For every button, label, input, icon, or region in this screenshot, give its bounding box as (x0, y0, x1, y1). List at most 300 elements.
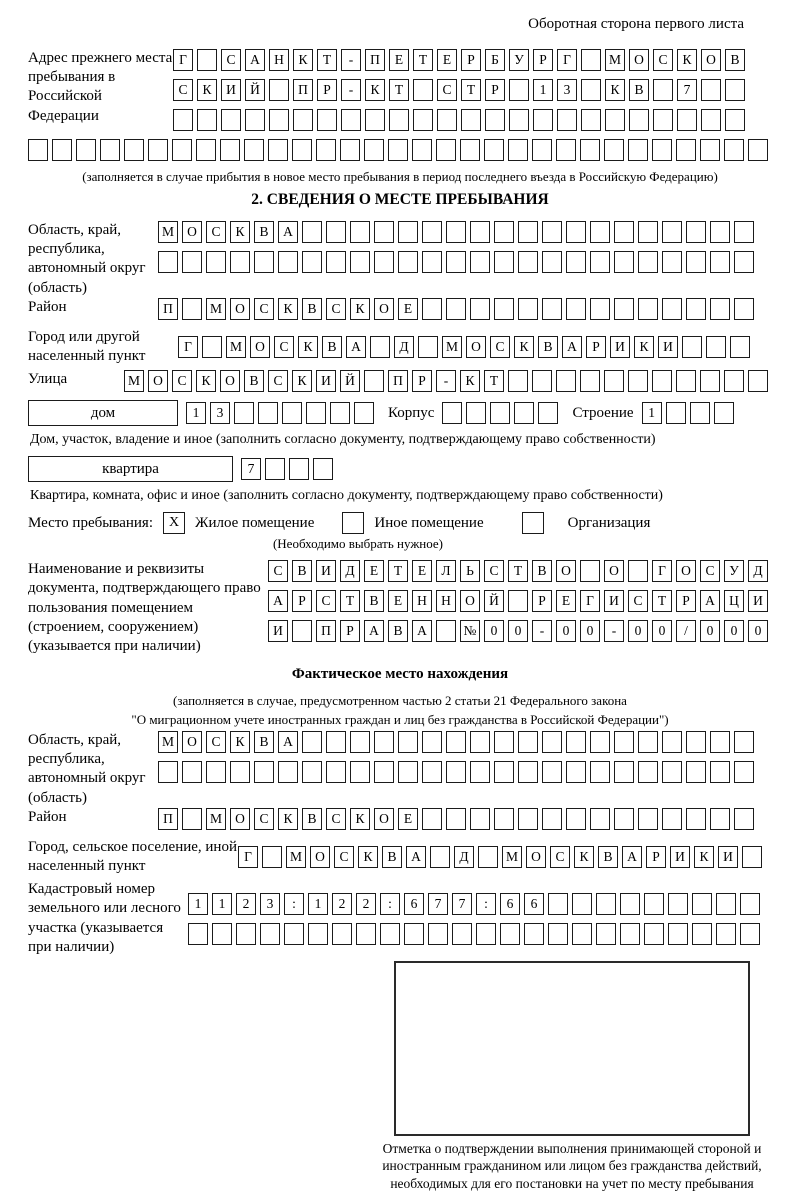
grid-cell (725, 109, 745, 131)
grid-cell: 2 (356, 893, 376, 915)
grid-cell (446, 221, 466, 243)
grid-cell (182, 808, 202, 830)
grid-doc-row3 (268, 620, 768, 642)
grid-cell (398, 251, 418, 273)
grid-cell (461, 109, 481, 131)
grid-cell (422, 761, 442, 783)
grid-cell: И (718, 846, 738, 868)
grid-cell: А (364, 620, 384, 642)
grid-cell (614, 761, 634, 783)
grid-cell (700, 139, 720, 161)
grid-cell (446, 251, 466, 273)
grid-raion-1 (158, 298, 754, 320)
grid-cell (740, 893, 760, 915)
grid-cell: О (466, 336, 486, 358)
grid-ulitsa (124, 370, 768, 392)
grid-cell: В (598, 846, 618, 868)
grid-cell (676, 370, 696, 392)
grid-cell (518, 731, 538, 753)
grid-cell (356, 923, 376, 945)
grid-gorod-2 (238, 846, 762, 868)
grid-cell (389, 109, 409, 131)
grid-cell (548, 893, 568, 915)
grid-cell (620, 893, 640, 915)
grid-cell (413, 79, 433, 101)
grid-cell (470, 298, 490, 320)
grid-cell: А (406, 846, 426, 868)
grid-cell: Д (340, 560, 360, 582)
grid-cell (734, 298, 754, 320)
grid-cell (668, 893, 688, 915)
grid-cell: Б (485, 49, 505, 71)
grid-cell: С (490, 336, 510, 358)
grid-cell: В (302, 808, 322, 830)
grid-cell: К (293, 49, 313, 71)
grid-cell (374, 761, 394, 783)
grid-cell: О (460, 590, 480, 612)
field-kadastr (28, 880, 772, 957)
grid-cell: 6 (500, 893, 520, 915)
grid-cell (677, 109, 697, 131)
grid-cell (742, 846, 762, 868)
grid-cell: Д (394, 336, 414, 358)
grid-cell (446, 808, 466, 830)
grid-prev-address-row3 (173, 109, 745, 131)
grid-cell (710, 731, 730, 753)
grid-cell (302, 761, 322, 783)
grid-cell: И (658, 336, 678, 358)
grid-cell: К (365, 79, 385, 101)
grid-cell (652, 370, 672, 392)
section2-title: 2. СВЕДЕНИЯ О МЕСТЕ ПРЕБЫВАНИЯ (251, 191, 549, 208)
grid-cell: М (442, 336, 462, 358)
grid-cell (374, 251, 394, 273)
grid-cell (446, 298, 466, 320)
grid-cell: А (278, 731, 298, 753)
grid-oblast-1-row1 (158, 221, 754, 243)
grid-cell: С (172, 370, 192, 392)
grid-cell: - (604, 620, 624, 642)
grid-cell (580, 139, 600, 161)
grid-cell: А (346, 336, 366, 358)
grid-cell (124, 139, 144, 161)
grid-kadastr-row1 (188, 893, 760, 915)
grid-cell (604, 370, 624, 392)
grid-cell: В (254, 221, 274, 243)
grid-cell: С (653, 49, 673, 71)
grid-cell (430, 846, 450, 868)
grid-cell (644, 923, 664, 945)
grid-cell (666, 402, 686, 424)
grid-cell (734, 251, 754, 273)
grid-cell (370, 336, 390, 358)
grid-cell (620, 923, 640, 945)
grid-cell (485, 109, 505, 131)
grid-cell (653, 79, 673, 101)
grid-cell: А (622, 846, 642, 868)
grid-cell (748, 139, 768, 161)
grid-cell (590, 761, 610, 783)
grid-cell (76, 139, 96, 161)
grid-cell: С (326, 808, 346, 830)
field-oblast-1 (28, 221, 772, 298)
grid-cell (52, 139, 72, 161)
grid-cell: К (574, 846, 594, 868)
grid-cell (245, 109, 265, 131)
kvartira-box: квартира (28, 456, 233, 482)
grid-stroenie (642, 402, 734, 424)
grid-cell: 7 (677, 79, 697, 101)
grid-cell: - (341, 79, 361, 101)
grid-cell (524, 923, 544, 945)
grid-cell (638, 808, 658, 830)
grid-cell: 1 (642, 402, 662, 424)
grid-cell: С (254, 298, 274, 320)
grid-cell (740, 923, 760, 945)
grid-cell: К (634, 336, 654, 358)
grid-cell: 7 (428, 893, 448, 915)
grid-cell (380, 923, 400, 945)
grid-cell: П (293, 79, 313, 101)
grid-cell (734, 221, 754, 243)
grid-cell (230, 761, 250, 783)
grid-oblast-2-row2 (158, 761, 754, 783)
grid-cell: С (274, 336, 294, 358)
grid-oblast-1-row2 (158, 251, 754, 273)
grid-cell (413, 109, 433, 131)
mesto-prebyvaniya-row (28, 512, 772, 534)
grid-cell: К (278, 808, 298, 830)
grid-cell: 6 (524, 893, 544, 915)
grid-cell: В (292, 560, 312, 582)
grid-cell (278, 251, 298, 273)
label-korpus: Корпус (388, 404, 435, 421)
grid-cell (686, 808, 706, 830)
grid-cell (306, 402, 326, 424)
grid-cell: С (437, 79, 457, 101)
grid-cell (100, 139, 120, 161)
grid-cell (542, 808, 562, 830)
prev-address-grids (173, 49, 745, 139)
grid-cell (690, 402, 710, 424)
grid-cell (701, 109, 721, 131)
doc-grids (268, 560, 768, 650)
grid-cell (724, 370, 744, 392)
grid-cell (509, 109, 529, 131)
grid-cell (302, 251, 322, 273)
grid-cell (508, 370, 528, 392)
grid-cell (350, 731, 370, 753)
oblast-1-grids (158, 221, 754, 281)
grid-cell (197, 109, 217, 131)
prev-address-note: (заполняется в случае прибытия в новое место пребывания в период последнего въезда в Российскую Федерацию) (82, 169, 718, 184)
grid-cell (28, 139, 48, 161)
grid-cell (494, 731, 514, 753)
grid-cell (158, 761, 178, 783)
grid-cell: В (244, 370, 264, 392)
grid-cell: И (748, 590, 768, 612)
grid-cell (542, 731, 562, 753)
grid-cell (278, 761, 298, 783)
grid-cell (557, 109, 577, 131)
grid-cell (508, 139, 528, 161)
grid-cell (644, 893, 664, 915)
label-inoe: Иное помещение (374, 514, 484, 531)
grid-cell (614, 808, 634, 830)
grid-cell (196, 139, 216, 161)
label-kadastr: Кадастровый номер земельного или лесного участка (указывается при наличии) (28, 881, 181, 955)
grid-cell (566, 808, 586, 830)
grid-cell: 1 (212, 893, 232, 915)
grid-cell (308, 923, 328, 945)
grid-cell: С (316, 590, 336, 612)
grid-cell: 1 (533, 79, 553, 101)
grid-cell (590, 251, 610, 273)
grid-cell: Р (317, 79, 337, 101)
kvartira-note: Квартира, комната, офис и иное (заполнить согласно документу, подтверждающему право собственности) (30, 488, 663, 504)
grid-cell: Р (676, 590, 696, 612)
grid-cell (422, 808, 442, 830)
grid-cell (244, 139, 264, 161)
grid-cell: О (629, 49, 649, 71)
grid-cell: - (341, 49, 361, 71)
grid-cell: С (173, 79, 193, 101)
grid-cell: Н (412, 590, 432, 612)
grid-cell: К (677, 49, 697, 71)
grid-cell (692, 923, 712, 945)
grid-cell (686, 298, 706, 320)
field-raion-2 (28, 808, 772, 838)
grid-cell: В (725, 49, 745, 71)
grid-cell (581, 109, 601, 131)
grid-cell (422, 221, 442, 243)
grid-cell (494, 251, 514, 273)
grid-cell (638, 251, 658, 273)
dom-box: дом (28, 400, 178, 426)
grid-cell: С (334, 846, 354, 868)
grid-cell (398, 221, 418, 243)
grid-cell (734, 731, 754, 753)
grid-cell (316, 139, 336, 161)
grid-cell (686, 221, 706, 243)
grid-cell (428, 923, 448, 945)
grid-cell (284, 923, 304, 945)
grid-cell (220, 139, 240, 161)
grid-cell: Й (484, 590, 504, 612)
grid-cell: К (350, 808, 370, 830)
grid-cell (710, 298, 730, 320)
grid-oblast-2-row1 (158, 731, 754, 753)
grid-cell: В (364, 590, 384, 612)
grid-cell: И (670, 846, 690, 868)
grid-cell (716, 893, 736, 915)
grid-cell (197, 49, 217, 71)
grid-cell: Ь (460, 560, 480, 582)
grid-cell (476, 923, 496, 945)
grid-cell: О (701, 49, 721, 71)
grid-cell (542, 298, 562, 320)
grid-cell (234, 402, 254, 424)
grid-cell (701, 79, 721, 101)
dom-row (28, 400, 772, 426)
oblast-2-grids (158, 731, 754, 791)
grid-cell: 0 (484, 620, 504, 642)
grid-cell (365, 109, 385, 131)
grid-cell (326, 221, 346, 243)
grid-cell (590, 221, 610, 243)
grid-cell: 1 (186, 402, 206, 424)
grid-cell: К (350, 298, 370, 320)
grid-cell: К (278, 298, 298, 320)
grid-gorod-1 (178, 336, 750, 358)
grid-cell: О (220, 370, 240, 392)
grid-cell (206, 761, 226, 783)
grid-cell: В (254, 731, 274, 753)
grid-cell (302, 731, 322, 753)
grid-cell: 3 (210, 402, 230, 424)
grid-cell (260, 923, 280, 945)
grid-cell (422, 731, 442, 753)
grid-prev-address-row1 (173, 49, 745, 71)
grid-cell: Й (340, 370, 360, 392)
grid-cell (470, 221, 490, 243)
grid-cell (581, 79, 601, 101)
grid-cell: Й (245, 79, 265, 101)
label-ulitsa: Улица (28, 371, 68, 388)
grid-cell: Е (412, 560, 432, 582)
field-prev-address (28, 49, 772, 139)
grid-cell (614, 731, 634, 753)
grid-cell: А (278, 221, 298, 243)
grid-cell (484, 139, 504, 161)
grid-cell (668, 923, 688, 945)
grid-cell (470, 808, 490, 830)
grid-cell: Г (178, 336, 198, 358)
grid-cell (734, 761, 754, 783)
grid-cell: 7 (452, 893, 472, 915)
grid-cell (460, 139, 480, 161)
grid-cell: Р (412, 370, 432, 392)
grid-cell (653, 109, 673, 131)
grid-cell: Р (532, 590, 552, 612)
grid-cell (710, 251, 730, 273)
grid-cell: К (196, 370, 216, 392)
grid-cell: В (322, 336, 342, 358)
grid-cell (206, 251, 226, 273)
grid-cell: О (556, 560, 576, 582)
grid-cell (542, 221, 562, 243)
grid-cell: В (388, 620, 408, 642)
grid-cell: С (254, 808, 274, 830)
grid-cell: И (610, 336, 630, 358)
kadastr-grids (188, 893, 760, 945)
grid-cell (572, 923, 592, 945)
grid-cell: № (460, 620, 480, 642)
grid-doc-row2 (268, 590, 768, 612)
grid-cell: Р (485, 79, 505, 101)
grid-prev-address-row4 (28, 139, 772, 161)
grid-cell (710, 808, 730, 830)
grid-cell (580, 560, 600, 582)
grid-cell (518, 761, 538, 783)
grid-cell: Р (533, 49, 553, 71)
grid-cell (265, 458, 285, 480)
grid-cell (254, 761, 274, 783)
grid-cell: Т (508, 560, 528, 582)
grid-cell: К (230, 221, 250, 243)
grid-cell (292, 620, 312, 642)
grid-cell: Р (586, 336, 606, 358)
fact-note-1: (заполняется в случае, предусмотренном частью 2 статьи 21 Федерального закона (173, 693, 627, 709)
grid-cell: О (230, 298, 250, 320)
grid-cell: С (206, 221, 226, 243)
grid-cell: М (226, 336, 246, 358)
field-raion-1 (28, 298, 772, 328)
grid-cell: С (221, 49, 241, 71)
grid-cell (590, 808, 610, 830)
grid-cell (542, 761, 562, 783)
grid-cell: А (268, 590, 288, 612)
label-raion-1: Район (28, 298, 67, 315)
grid-cell (686, 761, 706, 783)
grid-cell: 0 (652, 620, 672, 642)
grid-cell (158, 251, 178, 273)
grid-cell (629, 109, 649, 131)
grid-cell: К (358, 846, 378, 868)
grid-cell: С (700, 560, 720, 582)
grid-cell (374, 221, 394, 243)
grid-cell (436, 139, 456, 161)
grid-cell (269, 79, 289, 101)
field-oblast-2 (28, 731, 772, 808)
grid-cell (710, 761, 730, 783)
fact-note-2: "О миграционном учете иностранных граждан и лиц без гражданства в Российской Федерации") (131, 712, 669, 728)
grid-cell (662, 808, 682, 830)
grid-cell (590, 731, 610, 753)
grid-cell: Т (388, 560, 408, 582)
grid-cell (268, 139, 288, 161)
grid-cell (662, 761, 682, 783)
grid-cell: О (230, 808, 250, 830)
grid-cell (710, 221, 730, 243)
grid-cell: С (628, 590, 648, 612)
grid-cell: В (532, 560, 552, 582)
grid-kadastr-row2 (188, 923, 760, 945)
choose-note: (Необходимо выбрать нужное) (272, 536, 444, 552)
grid-cell (581, 49, 601, 71)
grid-cell (628, 139, 648, 161)
grid-cell (652, 139, 672, 161)
grid-cell (538, 402, 558, 424)
label-mesto: Место пребывания: (28, 514, 153, 531)
grid-cell: М (286, 846, 306, 868)
fact-title: Фактическое место нахождения (291, 666, 509, 683)
grid-cell (302, 221, 322, 243)
grid-cell: Н (436, 590, 456, 612)
grid-cell (188, 923, 208, 945)
grid-cell: : (380, 893, 400, 915)
grid-cell (532, 370, 552, 392)
grid-cell: К (298, 336, 318, 358)
field-ulitsa (28, 370, 772, 400)
grid-cell: С (268, 560, 288, 582)
grid-cell (580, 370, 600, 392)
grid-cell (662, 251, 682, 273)
grid-cell (518, 221, 538, 243)
grid-cell (236, 923, 256, 945)
grid-cell (572, 893, 592, 915)
grid-cell: - (436, 370, 456, 392)
